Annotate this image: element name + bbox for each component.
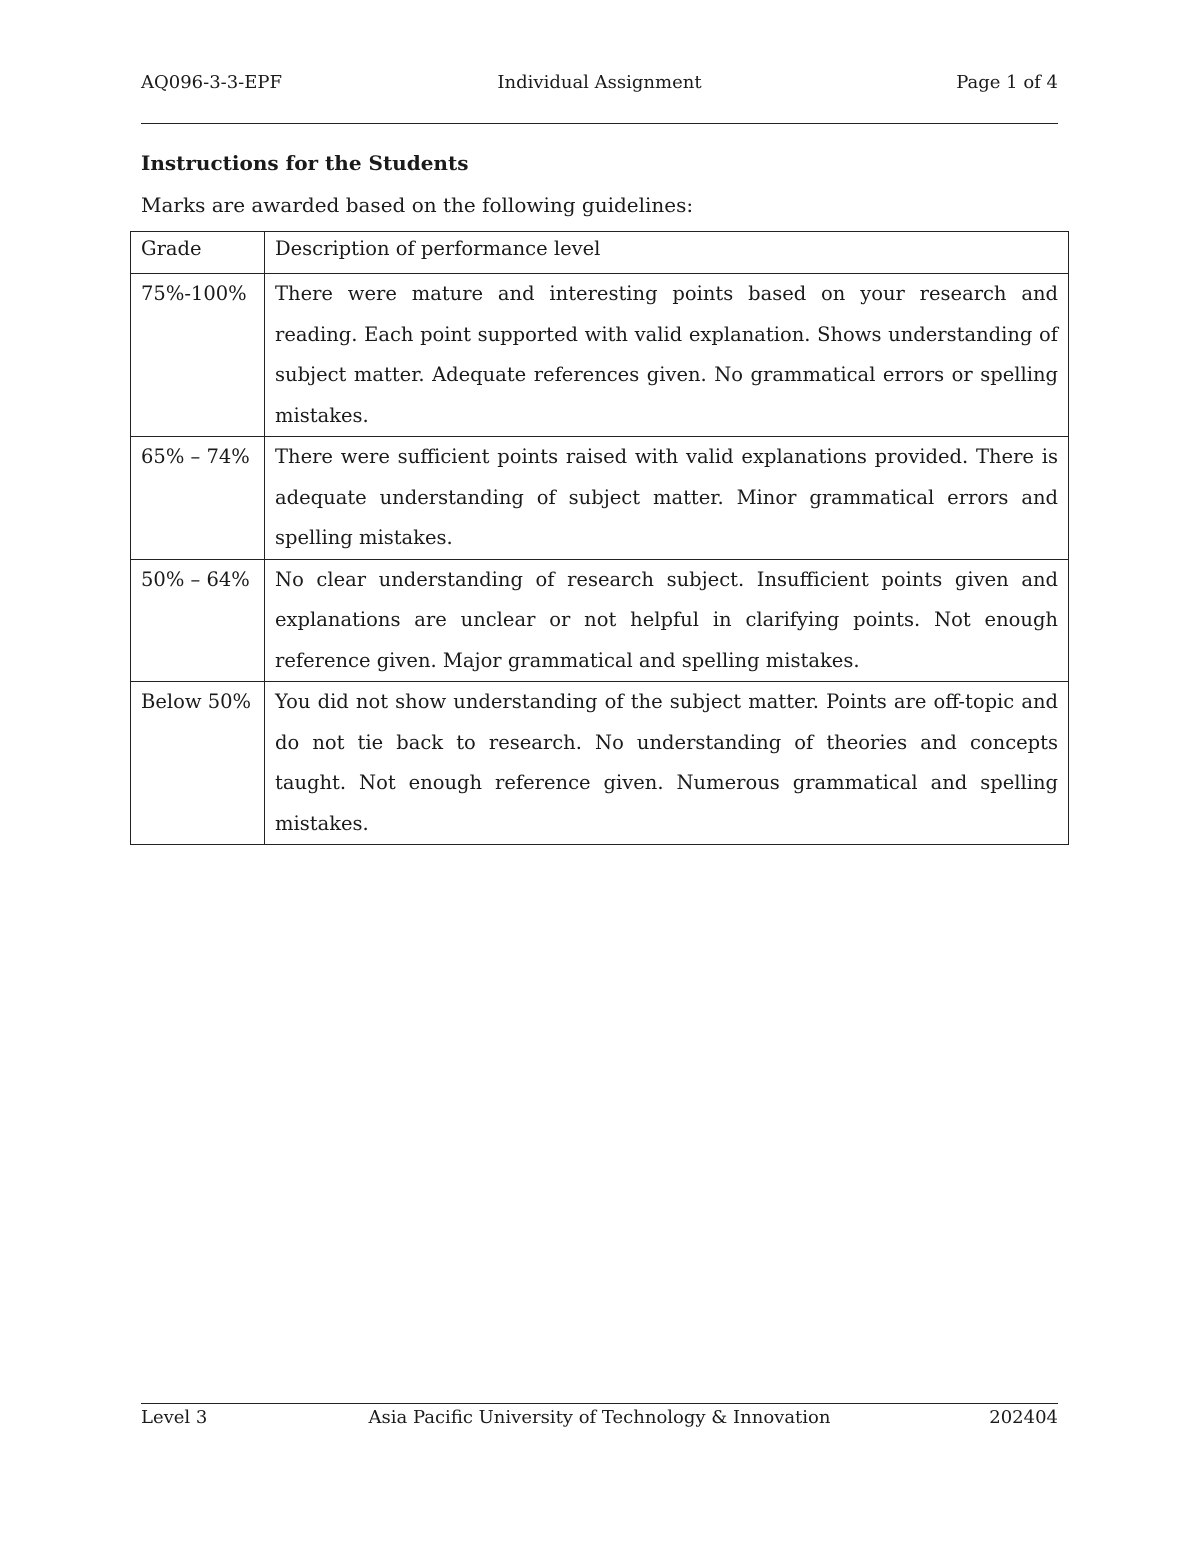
grading-rubric-table [130, 231, 1069, 845]
intro-text: Marks are awarded based on the following guidelines: [141, 193, 694, 217]
document-title: Individual Assignment [497, 72, 702, 93]
page-header [141, 70, 1058, 100]
description-cell: You did not show understanding of the subject matter. Points are off-topic and do not tie back to research. No understanding of theories and concepts taught. Not enough reference given. Numerous grammatical and spelling mistakes. [265, 682, 1069, 845]
column-header-grade: Grade [131, 232, 265, 274]
grade-cell: 75%-100% [131, 274, 265, 437]
column-header-description: Description of performance level [265, 232, 1069, 274]
section-heading: Instructions for the Students [141, 151, 469, 175]
page-footer [141, 1405, 1058, 1435]
date-code: 202404 [989, 1407, 1058, 1428]
description-cell: There were mature and interesting points based on your research and reading. Each point supported with valid explanation. Shows understanding of subject matter. Adequate references given. No grammatical errors or spelling mistakes. [265, 274, 1069, 437]
grade-cell: Below 50% [131, 682, 265, 845]
description-cell: No clear understanding of research subject. Insufficient points given and explanations are unclear or not helpful in clarifying points. Not enough reference given. Major grammatical and spelling mistakes. [265, 559, 1069, 682]
institution-name: Asia Pacific University of Technology & Innovation [368, 1407, 831, 1428]
grade-cell: 50% – 64% [131, 559, 265, 682]
table-row [131, 682, 1069, 845]
table-row [131, 274, 1069, 437]
level-label: Level 3 [141, 1407, 208, 1428]
description-cell: There were sufficient points raised with valid explanations provided. There is adequate understanding of subject matter. Minor grammatical errors and spelling mistakes. [265, 437, 1069, 560]
module-code: AQ096-3-3-EPF [141, 72, 283, 93]
table-row [131, 437, 1069, 560]
table-row [131, 559, 1069, 682]
grade-cell: 65% – 74% [131, 437, 265, 560]
page-number: Page 1 of 4 [956, 72, 1058, 93]
footer-divider [141, 1403, 1058, 1404]
table-header-row [131, 232, 1069, 274]
header-divider [141, 123, 1058, 124]
